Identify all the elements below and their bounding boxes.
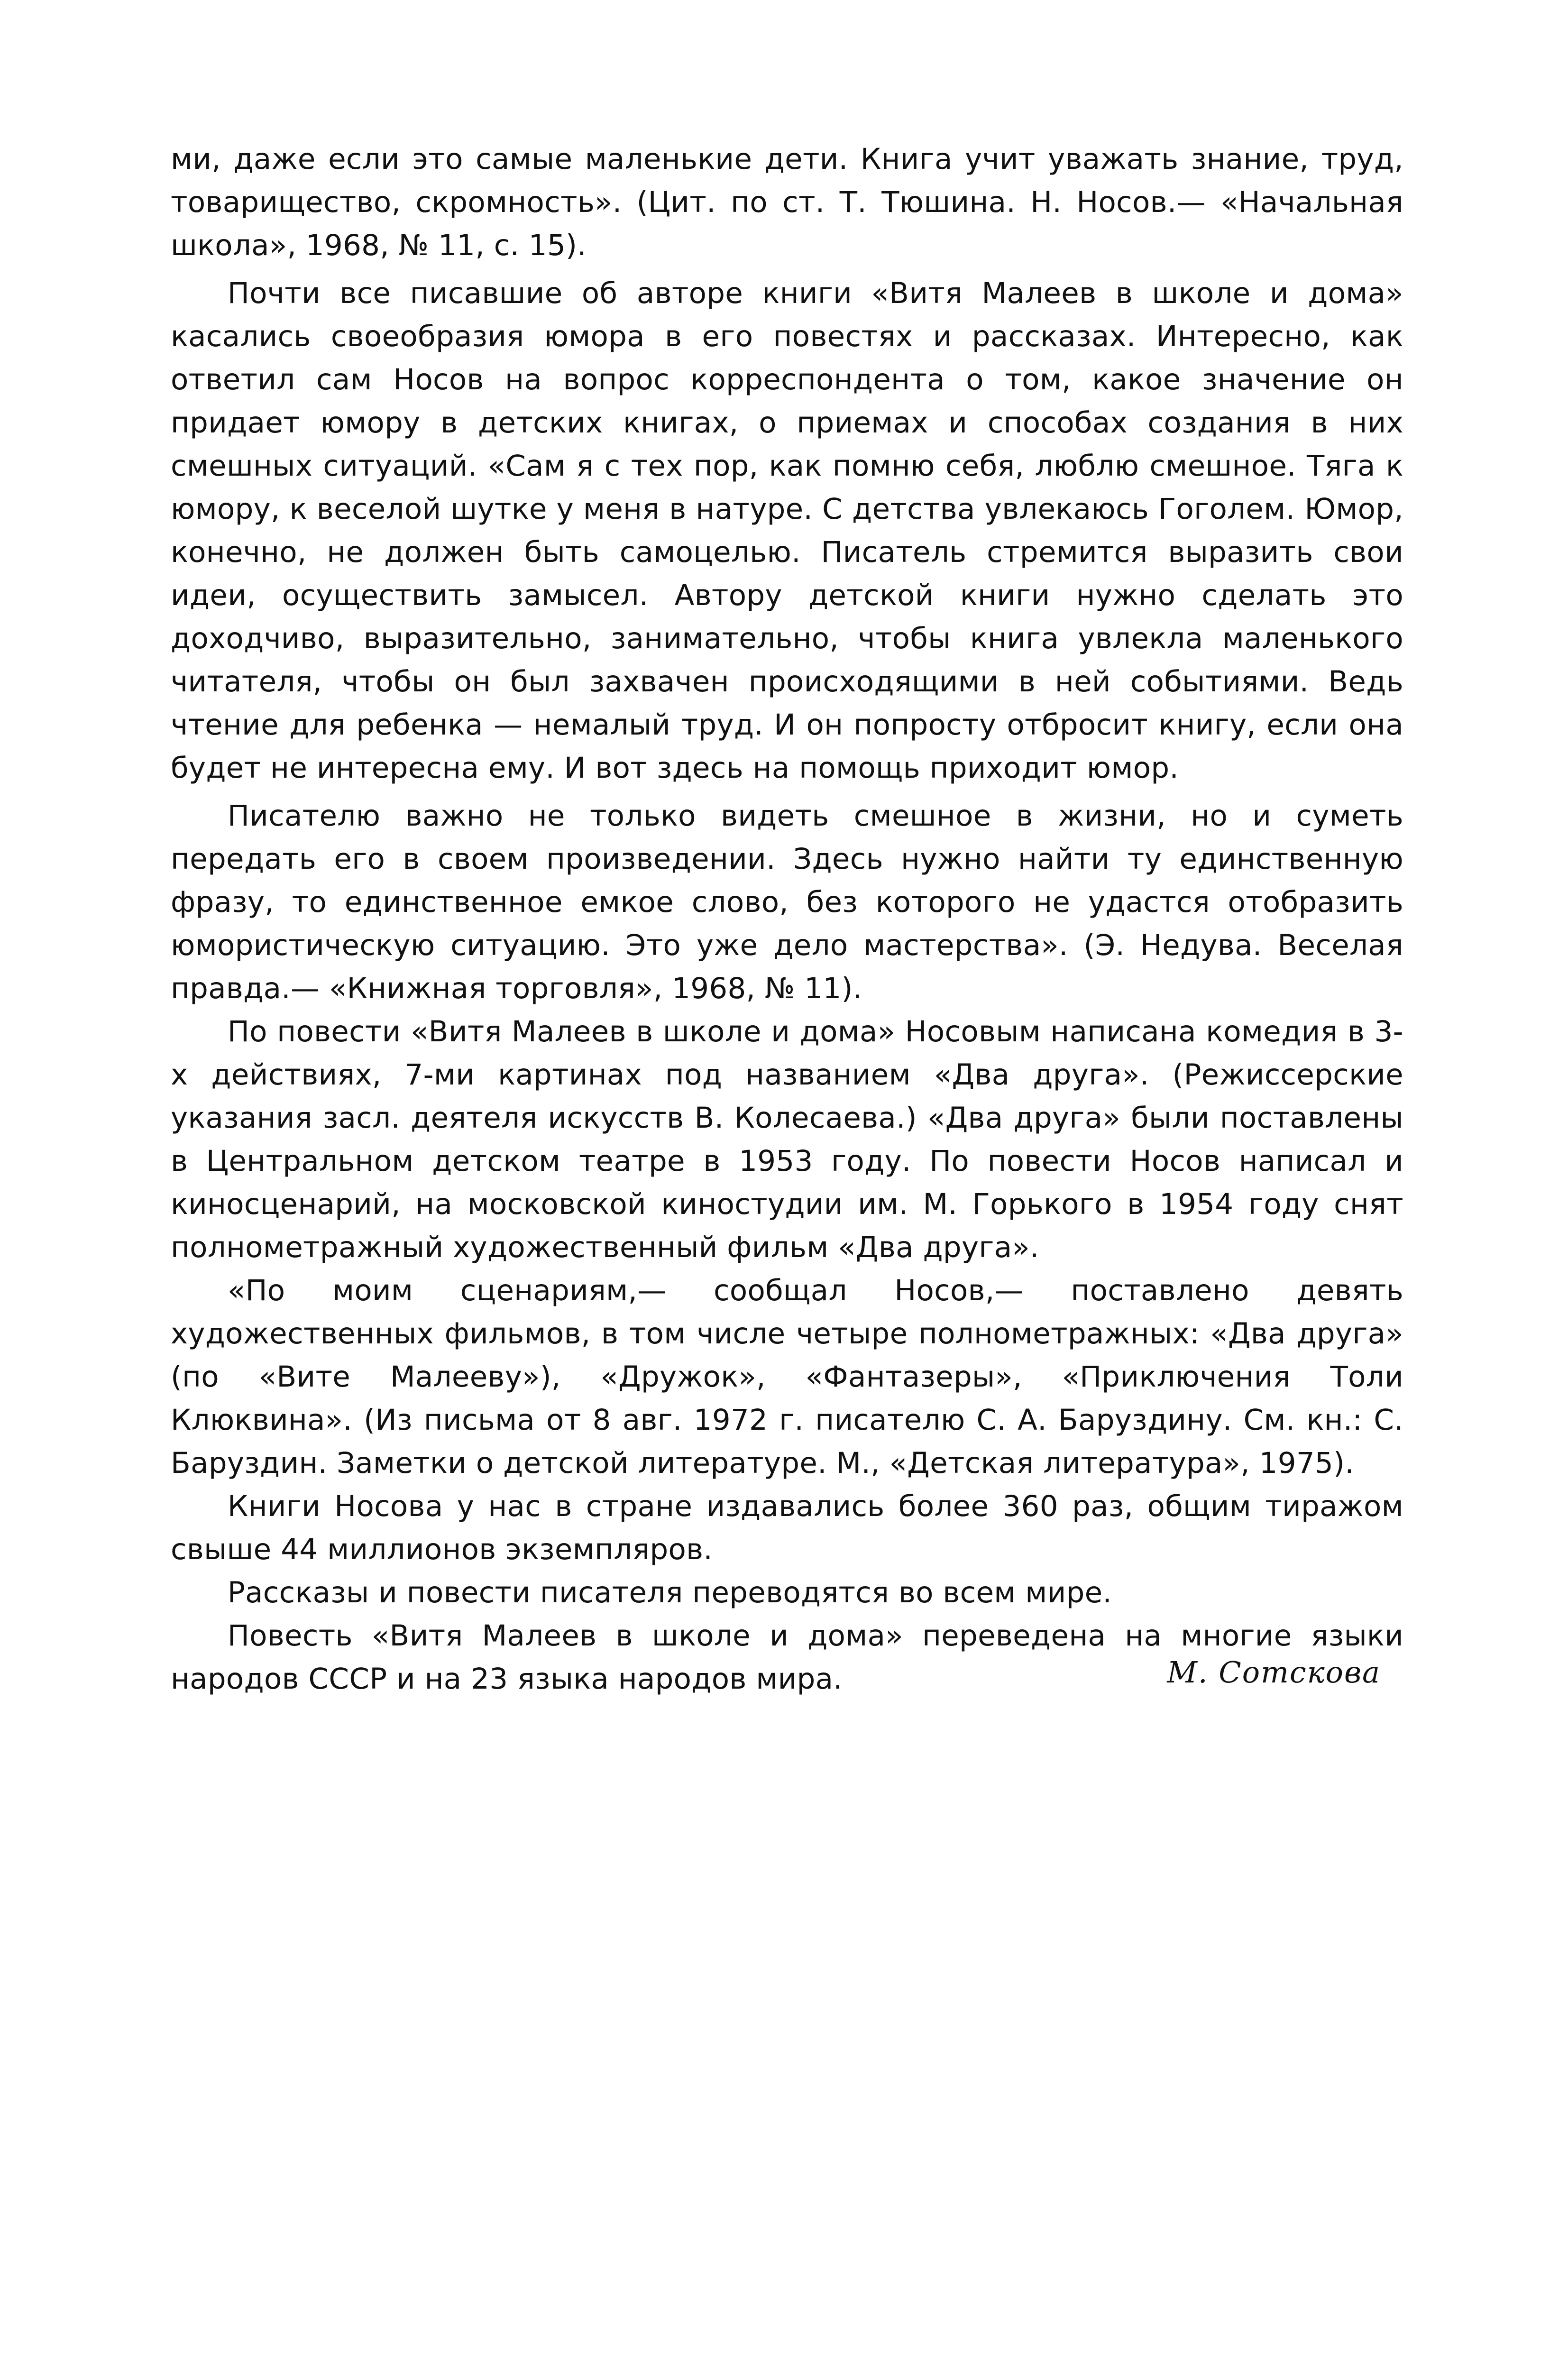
paragraph-comedy-adaptation: По повести «Витя Малеев в школе и дома» Носовым написана комедия в 3-х действиях, 7-ми картинах под названием «Два друга». (Режиссерские указания засл. деятеля искусств В. Колесаева.) «Два друга» были поставлены в Центральном детском театре в 1953 году. По повести Носов написал и киносценарий, на московской киностудии им. М. Горького в 1954 году снят полнометражный художественный фильм «Два друга». xyxy=(171,1015,1403,1264)
paragraph-continuation: ми, даже если это самые маленькие дети. Книга учит уважать знание, труд, товарищество, скромность». (Цит. по ст. Т. Тюшина. Н. Носов.— «Начальная школа», 1968, № 11, с. 15). xyxy=(171,142,1403,262)
paragraph-editions: Книги Носова у нас в стране издавались более 360 раз, общим тиражом свыше 44 миллионов экземпляров. xyxy=(171,1489,1403,1566)
paragraph-translations: Рассказы и повести писателя переводятся во всем мире. xyxy=(228,1576,1112,1609)
paragraph-screenplays: «По моим сценариям,— сообщал Носов,— поставлено девять художественных фильмов, в том числе четыре полнометражных: «Два друга» (по «Вите Малееву»), «Дружок», «Фантазеры», «Приключения Толи Клюквина». (Из письма от 8 авг. 1972 г. писателю С. А. Баруздину. См. кн.: С. Баруздин. Заметки о детской литературе. М., «Детская литература», 1975). xyxy=(171,1274,1403,1480)
paragraph-languages: Повесть «Витя Малеев в школе и дома» переведена на многие языки народов СССР и на 23 языка народов мира. xyxy=(171,1619,1403,1696)
article-body xyxy=(171,138,1403,1700)
paragraph-writer-skill: Писателю важно не только видеть смешное в жизни, но и суметь передать его в своем произведении. Здесь нужно найти ту единственную фразу, то единственное емкое слово, без которого не удастся отобразить юмористическую ситуацию. Это уже дело мастерства». (Э. Недува. Веселая правда.— «Книжная торговля», 1968, № 11). xyxy=(171,799,1403,1005)
author-signature: М. Сотскова xyxy=(1167,1655,1381,1690)
paragraph-humor: Почти все писавшие об авторе книги «Витя Малеев в школе и дома» касались своеобразия юмора в его повестях и рассказах. Интересно, как ответил сам Носов на вопрос корреспондента о том, какое значение он придает юмору в детских книгах, о приемах и способах создания в них смешных ситуаций. «Сам я с тех пор, как помню себя, люблю смешное. Тяга к юмору, к веселой шутке у меня в натуре. С детства увлекаюсь Гоголем. Юмор, конечно, не должен быть самоцелью. Писатель стремится выразить свои идеи, осуществить замысел. Автору детской книги нужно сделать это доходчиво, выразительно, занимательно, чтобы книга увлекла маленького читателя, чтобы он был захвачен происходящими в ней событиями. Ведь чтение для ребенка — немалый труд. И он попросту отбросит книгу, если она будет не интересна ему. И вот здесь на помощь приходит юмор. xyxy=(171,276,1403,785)
